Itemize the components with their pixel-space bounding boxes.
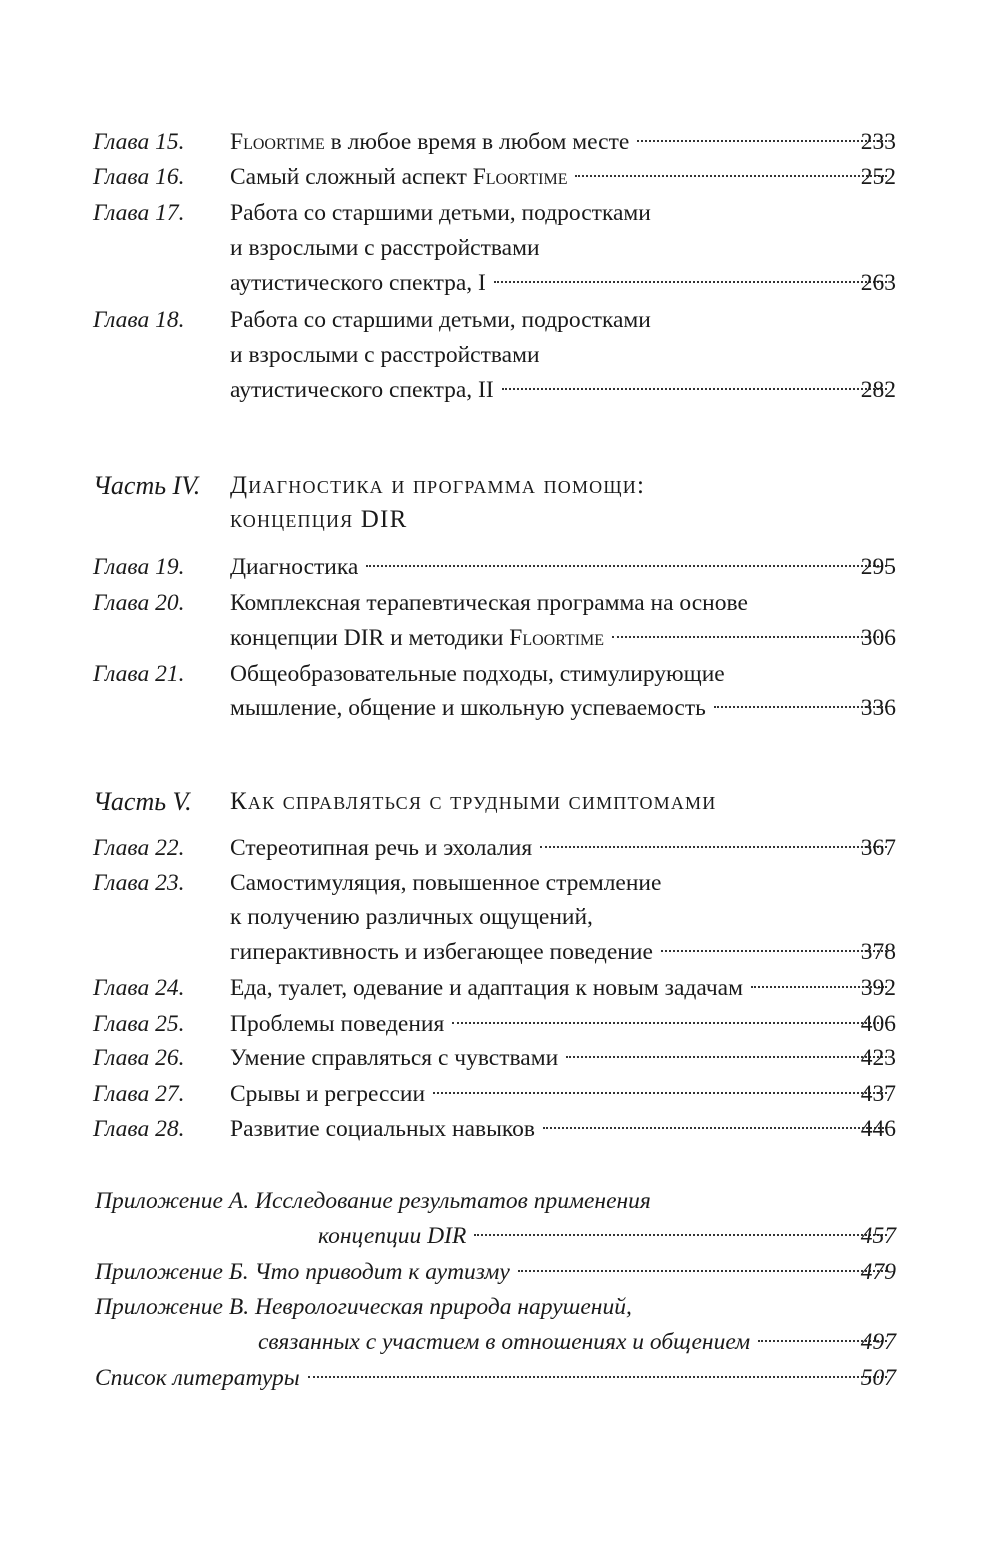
floortime-term: Floortime bbox=[509, 625, 605, 651]
page-number: 392 bbox=[860, 975, 896, 1001]
chapter-label: Глава 20. bbox=[93, 590, 185, 616]
chapter-title-line: концепции DIR и методики bbox=[230, 625, 510, 651]
chapter-title-line: аутистического спектра, I bbox=[230, 270, 486, 296]
chapter-label: Глава 21. bbox=[93, 661, 185, 687]
chapter-label: Глава 23. bbox=[93, 870, 185, 896]
chapter-title: Развитие социальных навыков bbox=[230, 1116, 535, 1142]
page-number: 479 bbox=[860, 1259, 896, 1285]
leader-dots bbox=[637, 140, 887, 142]
chapter-label: Глава 27. bbox=[93, 1081, 185, 1107]
chapter-title: Стереотипная речь и эхолалия bbox=[230, 835, 533, 861]
page-number: 295 bbox=[860, 554, 896, 580]
page-number: 446 bbox=[860, 1116, 896, 1142]
chapter-label: Глава 18. bbox=[93, 307, 185, 333]
leader-dots bbox=[474, 1234, 887, 1236]
leader-dots bbox=[452, 1022, 887, 1024]
leader-dots bbox=[566, 1056, 887, 1058]
leader-dots bbox=[494, 281, 887, 283]
chapter-title: Срывы и регрессии bbox=[230, 1081, 426, 1107]
chapter-title-line: и взрослыми с расстройствами bbox=[230, 235, 540, 261]
chapter-title: Умение справляться с чувствами bbox=[230, 1045, 559, 1071]
leader-dots bbox=[661, 950, 887, 952]
appendix-title: Приложение Б. Что приводит к аутизму bbox=[95, 1259, 510, 1285]
page-number: 437 bbox=[860, 1081, 896, 1107]
leader-dots bbox=[518, 1270, 887, 1272]
page-number: 367 bbox=[860, 835, 896, 861]
part-label: Часть V. bbox=[93, 787, 192, 816]
leader-dots bbox=[575, 175, 887, 177]
chapter-title: Проблемы поведения bbox=[230, 1011, 445, 1037]
chapter-title: Самый сложный аспект bbox=[230, 164, 473, 190]
chapter-title-line: гиперактивность и избегающее поведение bbox=[230, 939, 653, 965]
leader-dots bbox=[540, 846, 887, 848]
page-number: 336 bbox=[860, 695, 896, 721]
chapter-title-line: аутистического спектра, II bbox=[230, 377, 494, 403]
part-label: Часть IV. bbox=[93, 471, 201, 500]
page-number: 282 bbox=[860, 377, 896, 403]
chapter-label: Глава 15. bbox=[93, 129, 185, 155]
chapter-label: Глава 17. bbox=[93, 200, 185, 226]
bibliography-title: Список литературы bbox=[95, 1365, 300, 1391]
appendix-title-line: Приложение В. Неврологическая природа нарушений, bbox=[95, 1294, 632, 1320]
chapter-label: Глава 25. bbox=[93, 1011, 185, 1037]
page-number: 252 bbox=[860, 164, 896, 190]
chapter-label: Глава 19. bbox=[93, 554, 185, 580]
chapter-label: Глава 16. bbox=[93, 164, 185, 190]
chapter-title-line: мышление, общение и школьную успеваемость bbox=[230, 695, 706, 721]
chapter-title-line: и взрослыми с расстройствами bbox=[230, 342, 540, 368]
page-number: 378 bbox=[860, 939, 896, 965]
appendix-title-line: связанных с участием в отношениях и общением bbox=[258, 1329, 751, 1355]
page-number: 233 bbox=[860, 129, 896, 155]
chapter-title-line: к получению различных ощущений, bbox=[230, 904, 593, 930]
appendix-title-line: концепции DIR bbox=[318, 1223, 467, 1249]
leader-dots bbox=[433, 1092, 887, 1094]
chapter-title-line: Комплексная терапевтическая программа на основе bbox=[230, 590, 748, 616]
leader-dots bbox=[612, 636, 887, 638]
chapter-label: Глава 26. bbox=[93, 1045, 185, 1071]
page-number: 306 bbox=[860, 625, 896, 651]
appendix-title-line: Приложение А. Исследование результатов применения bbox=[95, 1188, 651, 1214]
chapter-title-line: Работа со старшими детьми, подростками bbox=[230, 307, 651, 333]
part-title: концепция DIR bbox=[230, 506, 408, 533]
leader-dots bbox=[366, 565, 887, 567]
chapter-label: Глава 24. bbox=[93, 975, 185, 1001]
page-number: 406 bbox=[860, 1011, 896, 1037]
part-title: Как справляться с трудными симптомами bbox=[230, 788, 717, 815]
chapter-title: в любое время в любом месте bbox=[324, 129, 630, 155]
page-number: 507 bbox=[860, 1365, 896, 1391]
chapter-title-line: Работа со старшими детьми, подростками bbox=[230, 200, 651, 226]
page-number: 497 bbox=[860, 1329, 896, 1355]
chapter-title-line: Общеобразовательные подходы, стимулирующие bbox=[230, 661, 725, 687]
leader-dots bbox=[502, 388, 887, 390]
page-number: 423 bbox=[860, 1045, 896, 1071]
chapter-title: Диагностика bbox=[230, 554, 359, 580]
part-title: Диагностика и программа помощи: bbox=[230, 472, 646, 499]
floortime-term: Floortime bbox=[472, 164, 568, 190]
leader-dots bbox=[543, 1127, 887, 1129]
chapter-label: Глава 22. bbox=[93, 835, 185, 861]
chapter-label: Глава 28. bbox=[93, 1116, 185, 1142]
leader-dots bbox=[308, 1376, 887, 1378]
page-number: 457 bbox=[860, 1223, 896, 1249]
chapter-title-line: Самостимуляция, повышенное стремление bbox=[230, 870, 662, 896]
floortime-term: Floortime bbox=[230, 129, 325, 155]
page-number: 263 bbox=[860, 270, 896, 296]
chapter-title: Еда, туалет, одевание и адаптация к новым задачам bbox=[230, 975, 743, 1001]
